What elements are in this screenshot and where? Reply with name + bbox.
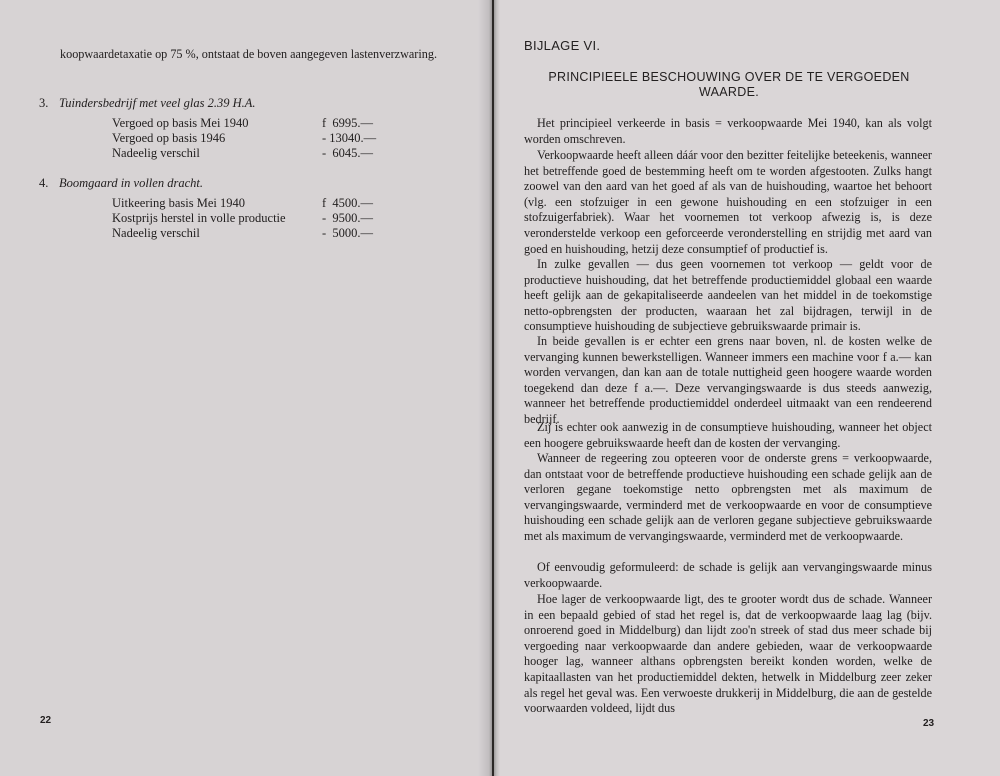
section-number: 4. [39,176,49,190]
section-title: Tuindersbedrijf met veel glas 2.39 H.A. [59,96,256,110]
paragraph: In zulke gevallen — dus geen voornemen tot verkoop — geldt voor de productieve huishouding, dat het betreffende productiemiddel globaal een waarde heeft gelijk aan de gekapitaliseerde aandeelen van het middel in de toekomstige netto-opbrengsten der producten, waaraan het zal bijdragen, terwijl in de consumptieve huishouding de subjectieve gebruikswaarde primair is. [524,257,932,334]
section-title: PRINCIPIEELE BESCHOUWING OVER DE TE VERGOEDEN [548,70,910,84]
table-row-label: Nadeelig verschil [112,146,200,160]
paragraph: Het principieel verkeerde in basis = verkoopwaarde Mei 1940, kan als volgt worden omschreven. [524,116,932,146]
table-row-label: Vergoed op basis Mei 1940 [112,116,249,130]
paragraph: Of eenvoudig geformuleerd: de schade is gelijk aan vervangingswaarde minus verkoopwaarde. [524,560,932,590]
paragraph: Verkoopwaarde heeft alleen dáár voor den bezitter feitelijke beteekenis, wanneer het betreffende goed de bestemming heeft om te worden afgestooten. Zulks hangt zoowel van den aard van het goed af als van de huishouding, waartoe het behoort (vlg. een stofzuiger in een gewone huishouding en een stofzuiger in een stofzuigerfabriek). Waar het voornemen tot verkoop afwezig is, is deze veronderstelde verkoop een geforceerde veronderstelling en strijdig met aard van goed en huishouding, hetzij deze consumptief of productief is. [524,148,932,256]
table-row-label: Vergoed op basis 1946 [112,131,226,145]
table-row-amount: - 5000.— [322,226,374,240]
section-title: WAARDE. [699,85,759,99]
table-row-amount: - 9500.— [322,211,374,225]
left-page [0,0,492,776]
paragraph: Zij is echter ook aanwezig in de consumptieve huishouding, wanneer het object een hoogere gebruikswaarde heeft dan de kosten der vervanging. [524,420,932,450]
table-row-label: Kostprijs herstel in volle productie [112,211,286,225]
right-page [494,0,1000,776]
paragraph: In beide gevallen is er echter een grens naar boven, nl. de kosten welke de vervanging kunnen bewerkstelligen. Wanneer immers een machine voor f a.— kan worden vervangen, dan kan aan de totale nuttigheid geen hoogere waarde worden toegekend dan deze f a.—. Deze vervangingswaarde is dus steeds aanwezig, wanneer het betreffende productiemiddel onderdeel uitmaakt van een rendeerend bedrijf. [524,334,932,426]
intro-text: koopwaardetaxatie op 75 %, ontstaat de boven aangegeven lastenverzwaring. [60,47,437,61]
paragraph: Hoe lager de verkoopwaarde ligt, des te grooter wordt dus de schade. Wanneer in een bepaald gebied of stad het regel is, dat de verkoopwaarde laag lag (bijv. onroerend goed in Middelburg) dan lijdt zoo'n streek of stad dus meer schade bij vergoeding naar verkoopwaarde dan andere gebieden, waar de verkoopwaarde hooger lag, wanneer althans opbrengsten bereikt konden worden, welke de kapitaallasten van het productiemiddel dekten, hetwelk in Middelburg zeer zeker als regel het geval was. Een verwoeste drukkerij in Middelburg, die aan de gestelde voorwaarden voldeed, lijdt dus [524,592,932,716]
table-row-amount: f 4500.— [322,196,374,210]
page-number: 22 [40,715,52,726]
book-gutter [478,0,500,776]
table-row-amount: - 13040.— [322,131,377,145]
table-row-label: Nadeelig verschil [112,226,200,240]
paragraph: Wanneer de regeering zou opteeren voor de onderste grens = verkoopwaarde, dan ontstaat voor de betreffende productieve huishouding een schade gelijk aan de verloren gegane toekomstige netto opbrengsten met als maximum de vervangingswaarde, verminderd met de verkoopwaarde en voor de consumptieve huishouding een schade gelijk aan de verloren gegane subjectieve gebruikswaarde met als maximum de vervangingswaarde, verminderd met de verkoopwaarde. [524,451,932,543]
section-title: Boomgaard in vollen dracht. [59,176,203,190]
section-number: 3. [39,96,49,110]
page-number: 23 [923,718,935,729]
table-row-label: Uitkeering basis Mei 1940 [112,196,245,210]
table-row-amount: - 6045.— [322,146,374,160]
appendix-label: BIJLAGE VI. [524,38,601,53]
table-row-amount: f 6995.— [322,116,374,130]
